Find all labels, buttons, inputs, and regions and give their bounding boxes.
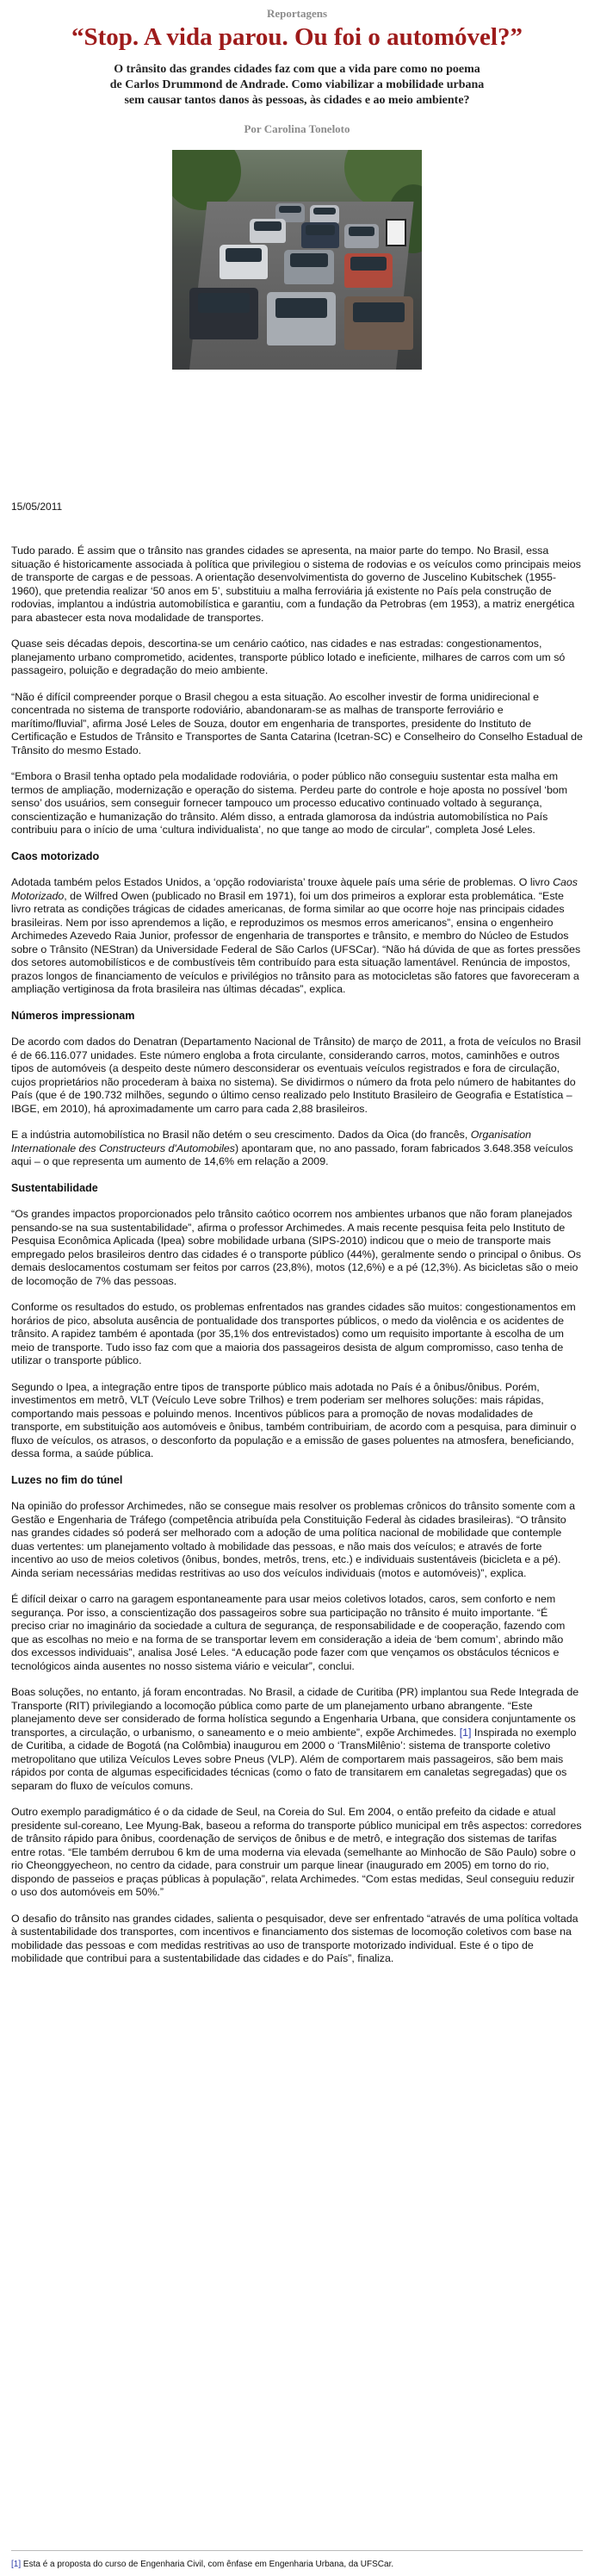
subheading-caos-motorizado: Caos motorizado — [11, 849, 100, 862]
subheading-sustentabilidade: Sustentabilidade — [11, 1181, 98, 1194]
article-body — [11, 544, 583, 1979]
paragraph: Boas soluções, no entanto, já foram encontradas. No Brasil, a cidade de Curitiba (PR) implantou sua Rede Integrada de Transporte (RIT) privilegiando a locomoção pública como parte de um planejamento urbano abrangente. “Este planejamento deve ser considerado de forma holística segundo a Engenharia Urbana, que considera conjuntamente os transportes, a circulação, o urbanismo, o saneamento e o meio ambiente”, expõe Archimedes. [1] Inspirada no exemplo de Curitiba, a cidade de Bogotá (na Colômbia) inaugurou em 2000 o ‘TransMilênio’: sistema de transporte coletivo metropolitano que utiliza Veículos Leves sobre Pneus (VLP). Além de comportarem mais passageiros, são bem mais rápidos por conta de algumas especificidades técnicas (como o fato de transitarem em canaletas segregadas) que os separam do fluxo de veículos comuns. — [11, 1686, 579, 1792]
article-lede: O trânsito das grandes cidades faz com que a vida pare como no poema de Carlos Drummond de Andrade. Como viabilizar a mobilidade urbana sem causar tantos danos às pessoas, às cidades e ao meio ambiente? — [109, 62, 485, 108]
publish-date: 15/05/2011 — [11, 501, 63, 513]
paragraph: E a indústria automobilística no Brasil não detém o seu crescimento. Dados da Oica (do francês, Organisation Internationale des Constructeurs d'Automobiles) apontaram que, no ano passado, foram fabricados 3.648.358 veículos aqui – o que representa um aumento de 14,6% em relação a 2009. — [11, 1129, 573, 1167]
paragraph: O desafio do trânsito nas grandes cidades, salienta o pesquisador, deve ser enfrentado “através de uma política voltada à sustentabilidade dos transportes, com incentivos e financiamento dos sistemas de locomoção coletivos com base na mobilidade das pessoas e com medidas restritivas ao uso de transporte motorizado individual. Este é o tipo de mobilidade que contribui para a sustentabilidade das cidades e do País”, finaliza. — [11, 1912, 579, 1964]
footnote-divider — [11, 2550, 583, 2551]
paragraph: Conforme os resultados do estudo, os problemas enfrentados nas grandes cidades são muitos: congestionamentos em horários de pico, absoluta ausência de pontualidade dos transportes públicos, o medo da violência e os acidentes de trânsito. A rapidez também é apontada (por 35,1% dos entrevistados) como um requisito importante à escolha de um meio de transporte. Tudo isso faz com que a maioria dos passageiros desista de algum compromisso, caso tenha de utilizar o transporte público. — [11, 1301, 576, 1366]
subheading-numeros: Números impressionam — [11, 1009, 135, 1022]
paragraph: Outro exemplo paradigmático é o da cidade de Seul, na Coreia do Sul. Em 2004, o então prefeito da cidade e atual presidente sul-coreano, Lee Myung-Bak, baseou a reforma do transporte público municipal em três aspectos: corredores de trânsito rápido para ônibus, coordenação de serviços de ônibus e de metrô, e integração dos sistemas de tarifas entre rotas. “Ele também derrubou 6 km de uma moderna via elevada (semelhante ao Minhocão de São Paulo) sobre o rio Cheonggyecheon, no centro da cidade, para construir um parque linear (inaugurado em 2005) em torno do rio, dispondo de passeios e praças públicas à população”, relata Archimedes. “Com estas medidas, Seul conseguiu reduzir o uso dos automóveis em 50%.” — [11, 1806, 582, 1898]
paragraph: É difícil deixar o carro na garagem espontaneamente para usar meios coletivos lotados, caros, sem conforto e nem segurança. Por isso, a conscientização dos passageiros sobre sua participação no trânsito é muito importante. “É preciso criar no imaginário da sociedade a cultura de segurança, de responsabilidade e de cooperação, fazendo com que as escolhas no meio e na forma de se transportar levem em consideração a ideia de ‘bem comum’, abrindo mão dos excessos individuais”, analisa José Leles. “A educação pode fazer com que vençamos os obstáculos técnicos e tecnológicos ainda ausentes no nosso sistema viário e veicular”, conclui. — [11, 1593, 566, 1672]
subheading-luzes: Luzes no fim do túnel — [11, 1473, 123, 1486]
article-byline: Por Carolina Toneloto — [244, 122, 350, 136]
paragraph: “Embora o Brasil tenha optado pela modalidade rodoviária, o poder público não conseguiu sustentar esta malha em termos de ampliação, modernização e operação do sistema. Perdeu parte do controle e hoje aposta no possível ‘bom senso’ dos usuários, sem conseguir fornecer tampouco um processo educativo continuado voltado à segurança, conscientização e humanização do trânsito. Além disso, a entrada glamorosa da indústria automobilística no País contribuiu para o início de uma ‘cultura individualista’, no que tange ao modo de circular”, completa José Leles. — [11, 770, 568, 836]
paragraph: Tudo parado. É assim que o trânsito nas grandes cidades se apresenta, na maior parte do tempo. No Brasil, essa situação é historicamente associada à política que privilegiou o sistema de rodovias e os veículos como principais meios de transporte de cargas e de pessoas. A orientação desenvolvimentista do governo de Juscelino Kubitschek (1955-1960), que pretendia realizar ‘50 anos em 5’, substituiu a malha ferroviária já existente no País pela construção de rodovias, implantou a indústria automobilística e garantiu, com a fundação da Petrobras (em 1953), a matriz energética para abastecer esta nova modalidade de transportes. — [11, 544, 581, 624]
paragraph: Segundo o Ipea, a integração entre tipos de transporte público mais adotada no País é a ônibus/ônibus. Porém, investimentos em metrô, VLT (Veículo Leve sobre Trilhos) e trem poderiam ser melhores soluções: mais rápidas, comportando mais pessoas e poluindo menos. Incentivos públicos para a promoção de novas modalidades de transporte, em substituição aos automóveis e ônibus, também contribuiriam, de acordo com a pesquisa, para diminuir o fluxo de veículos, os atrasos, o desconforto da população e a emissão de gases poluentes na atmosfera, beneficiando, dessa forma, a saúde pública. — [11, 1380, 577, 1459]
paragraph: Adotada também pelos Estados Unidos, a ‘opção rodoviarista’ trouxe àquele país uma série de problemas. O livro Caos Motorizado, de Wilfred Owen (publicado no Brasil em 1971), foi um dos primeiros a explorar esta problemática. “Este livro retrata as condições trágicas de cidades americanas, de forma similar ao que ocorre hoje nas principais cidades brasileiras. Nem por isso aprendemos a lição, e reproduzimos os mesmos erros americanos”, ensina o engenheiro Archimedes Azevedo Raia Junior, professor de engenharia de transportes e trânsito, e membro do Núcleo de Estudos sobre o Trânsito (NEStran) da Universidade Federal de São Carlos (UFSCar). “Não há dúvida de que as fortes pressões dos setores automobilísticos e de combustíveis têm contribuído para esta situação lamentável. Renúncia de impostos, prazos longos de financiamento de veículos e privilégios no trânsito para as motocicletas são fatores que favoreceram a ampliação vertiginosa da frota brasileira nas últimas décadas”, explica. — [11, 876, 581, 995]
footnote — [11, 2550, 583, 2569]
article-title: “Stop. A vida parou. Ou foi o automóvel?” — [71, 23, 523, 51]
paragraph: Na opinião do professor Archimedes, não se consegue mais resolver os problemas crônicos do trânsito somente com a Gestão e Engenharia de Tráfego (competência atribuída pela Constituição Federal às cidades brasileiras). “O trânsito nas grandes cidades só poderá ser melhorado com a adoção de uma política nacional de mobilidade que contemple duas vertentes: um planejamento voltado à mobilidade das pessoas, e não mais dos veículos; e através de forte incentivo ao uso de meios coletivos (ônibus, bondes, metrôs, trens, etc.) e individuais sustentáveis (bicicleta e a pé). Ainda seriam necessárias medidas restritivas ao uso dos veículos individuais (motos e automóveis)”, explica. — [11, 1500, 575, 1579]
section-label[interactable]: Reportagens — [266, 7, 328, 20]
paragraph: “Os grandes impactos proporcionados pelo trânsito caótico ocorrem nos ambientes urbanos que não foram planejados pensando-se na sua sustentabilidade”, afirma o professor Archimedes. A mais recente pesquisa feita pelo Instituto de Pesquisa Econômica Aplicada (Ipea) sobre mobilidade urbana (SIPS-2010) indicou que o meio de transporte mais empregado pelos brasileiros dentro das cidades é o transporte público (44%), geralmente sendo o principal o ônibus. Os demais deslocamentos costumam ser feitos por carros (23,8%), motos (12,6%) e a pé (12,3%). As bicicletas são o meio de locomoção de 7% das pessoas. — [11, 1208, 581, 1287]
footnote-backlink[interactable]: [1] — [11, 2560, 22, 2569]
paragraph: “Não é difícil compreender porque o Brasil chegou a esta situação. Ao escolher investir de forma unidirecional e concentrada no sistema de transporte rodoviário, abandonaram-se as malhas de transporte ferroviário e marítimo/fluvial”, afirma José Leles de Souza, doutor em engenharia de transportes, presidente do Instituto de Certificação e Estudos de Trânsito e Transportes de Santa Catarina (Icetran-SC) e Conselheiro do Conselho Estadual de Trânsito do mesmo Estado. — [11, 690, 583, 756]
traffic-jam-photo — [172, 150, 422, 370]
paragraph: Quase seis décadas depois, descortina-se um cenário caótico, nas cidades e nas estradas: congestionamentos, planejamento urbano comprometido, acidentes, transporte público lotado e ineficiente, milhares de carros com um só passageiro, poluição e degradação do meio ambiente. — [11, 638, 566, 676]
paragraph: De acordo com dados do Denatran (Departamento Nacional de Trânsito) de março de 2011, a frota de veículos no Brasil é de 66.116.077 unidades. Este número engloba a frota circulante, considerando carros, motos, caminhões e outros tipos de automóveis (a despeito deste número desconsiderar os eventuais veículos registrados e fora de circulação, cujos proprietários não procederam à baixa no sistema). Se dividirmos o número da frota pelo número de habitantes do País (que é de 190.732 milhões, segundo o último censo realizado pelo Instituto Brasileiro de Geografia e Estatística – IBGE, em 2010), há aproximadamente um carro para cada 2,88 brasileiros. — [11, 1036, 581, 1115]
book-title: Caos Motorizado — [11, 876, 578, 902]
organization-name: Organisation Internationale des Constructeurs d'Automobiles — [11, 1129, 532, 1154]
footnote-reference-link[interactable]: [1] — [459, 1726, 472, 1739]
footnote-text: Esta é a proposta do curso de Engenharia Civil, com ênfase em Engenharia Urbana, da UFSCar. — [21, 2560, 394, 2569]
article-header — [0, 0, 594, 136]
